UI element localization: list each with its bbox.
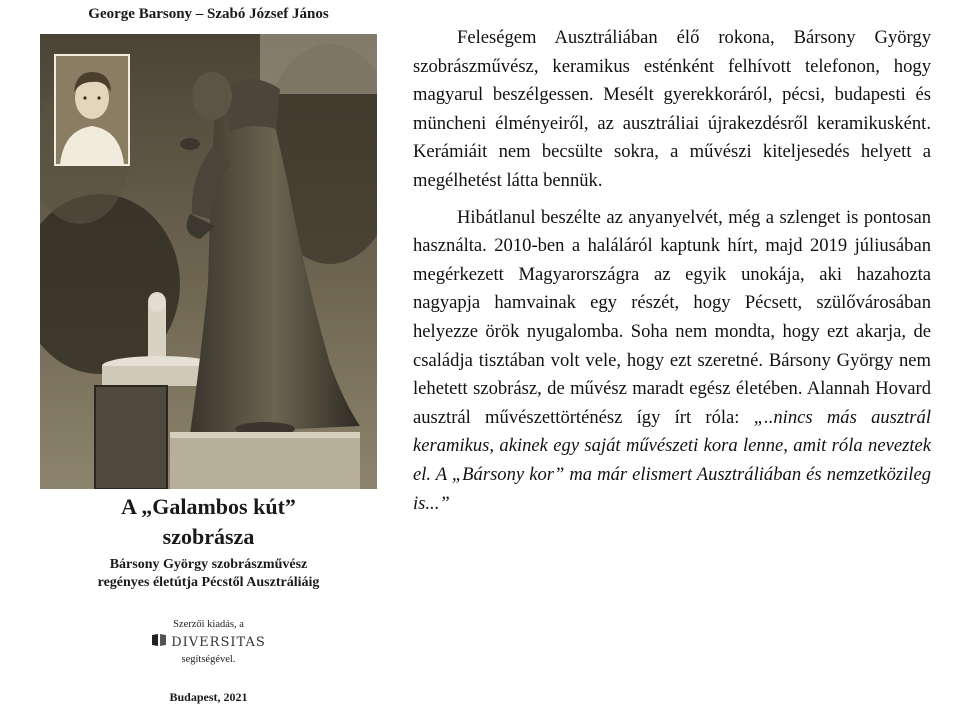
publisher-line2: segítségével. [181,654,236,665]
cover-title-line2: szobrásza [162,524,255,549]
cover-city-year: Budapest, 2021 [169,690,248,704]
cover-title-line1: A „Galambos kút” [121,494,296,519]
publisher-logo [151,633,266,651]
publisher-logo-text: DIVERSITAS [171,634,266,650]
statue-photo [40,34,377,489]
paragraph-1: Feleségem Ausztráliában élő rokona, Bársony György szobrászművész, keramikus esténként felhívott telefonon, hogy magyarul beszélgessen. Mesélt gyerekkoráról, pécsi, budapesti és müncheni élményeiről, az ausztráliai újrakezdésről keramikusként. Kerámiáit nem becsülte sokra, a művészi kiteljesedés helyett a megélhetést látta bennük. [413,27,931,191]
paragraph-2 [413,204,931,519]
paragraph-2-text: Hibátlanul beszélte az anyanyelvét, még a szlenget is pontosan használta. 2010-ben a haláláról kaptunk hírt, majd 2019 júliusában megérkezett Magyarországra az egyik unokája, aki hazahozta nagyapja hamvainak egy részét, hogy Pécsett, szülővárosában helyezze örök nyugalomba. Soha nem mondta, hogy ezt akarja, de családja tisztában volt vele, hogy ezt szeretné. Bársony György nem lehetett szobrász, de művész maradt egész életében. Alannah Hovard ausztrál művészettörténész így írt róla: [413,206,931,428]
book-icon [151,633,167,651]
cover-subtitle-line1: Bársony György szobrászművész [109,557,308,572]
cover-subtitle-line2: regényes életútja Pécstől Ausztráliáig [97,575,320,590]
cover-title [40,492,377,552]
cover-authors: George Barsony – Szabó József János [88,6,329,22]
publisher-line1: Szerzői kiadás, a [173,619,244,630]
article-text [413,24,931,526]
book-cover [0,0,400,720]
cover-subtitle [40,556,377,592]
publisher-note [40,618,377,666]
author-portrait [54,54,130,166]
hovard-quote: „..nincs más ausztrál keramikus, akinek egy saját művészeti kora lenne, amit róla neveztek el. A „Bársony kor” ma már elismert Ausztráliában és nemzetközileg is...” [413,406,932,514]
